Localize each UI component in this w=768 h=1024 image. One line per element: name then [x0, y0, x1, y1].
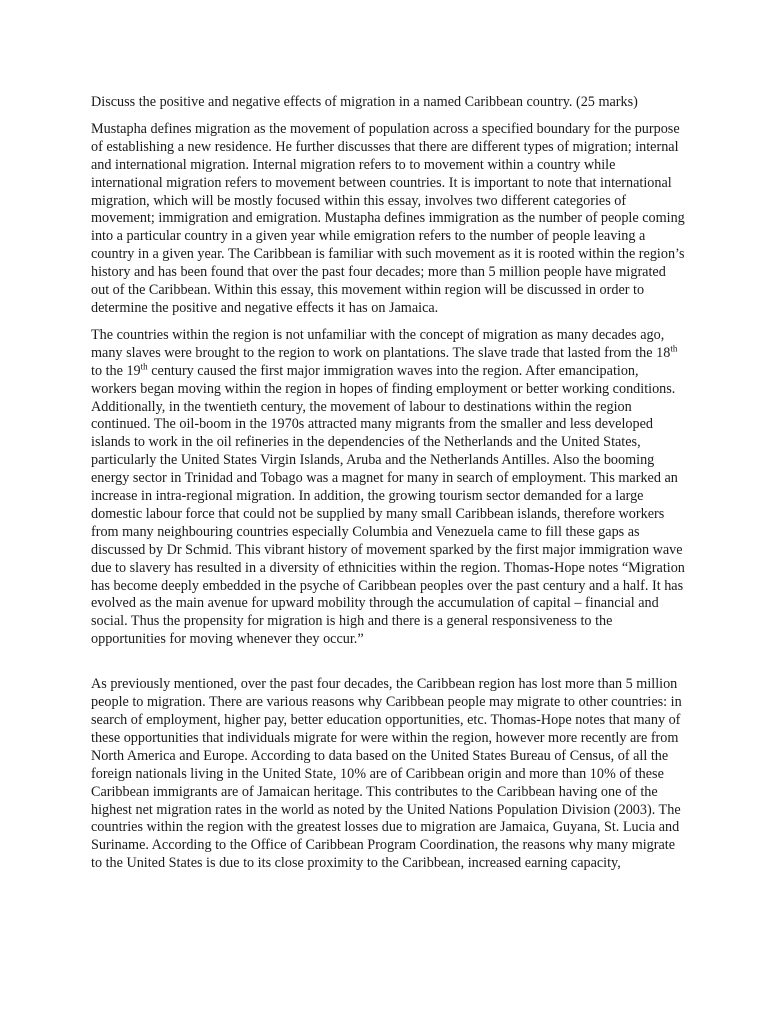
paragraph-3: As previously mentioned, over the past four decades, the Caribbean region has lost more than 5 million people to migration. There are various reasons why Caribbean people may migrate to other countries: in search of employment, higher pay, better education opportunities, etc. Thomas-Hope notes that many of these opportunities that individuals migrate for were within the region, however more recently are from North America and Europe. According to data based on the United States Bureau of Census, of all the foreign nationals living in the United State, 10% are of Caribbean origin and more than 10% of these Caribbean immigrants are of Jamaican heritage. This contributes to the Caribbean having one of the highest net migration rates in the world as noted by the United Nations Population Division (2003). The countries within the region with the greatest losses due to migration are Jamaica, Guyana, St. Lucia and Suriname. According to the Office of Caribbean Program Coordination, the reasons why many migrate to the United States is due to its close proximity to the Caribbean, increased earning capacity, [91, 676, 682, 872]
essay-question: Discuss the positive and negative effects of migration in a named Caribbean country. (25 marks) [91, 94, 638, 110]
superscript-th-1: th [670, 343, 678, 354]
paragraph-2-text-a: The countries within the region is not unfamiliar with the concept of migration as many decades ago, many slaves were brought to the region to work on plantations. The slave trade that lasted from the 18 [91, 326, 671, 361]
paragraph-1: Mustapha defines migration as the movement of population across a specified boundary for the purpose of establishing a new residence. He further discusses that there are different types of migration; internal and international migration. Internal migration refers to to movement within a country while international migration refers to movement between countries. It is important to note that international migration, which will be mostly focused within this essay, involves two different categories of movement; immigration and emigration. Mustapha defines immigration as the number of people coming into a particular country in a given year while emigration refers to the number of people leaving a country in a given year. The Caribbean is familiar with such movement as it is rooted within the region’s history and has been found that over the past four decades; more than 5 million people have migrated out of the Caribbean. Within this essay, this movement within region will be discussed in order to determine the positive and negative effects it has on Jamaica. [91, 120, 685, 316]
document-body [91, 94, 687, 882]
paragraph-2-text-c: century caused the first major immigration waves into the region. After emancipation, workers began moving within the region in hopes of finding employment or better working conditions. Additionally, in the twentieth century, the movement of labour to destinations within the region continued. The oil-boom in the 1970s attracted many migrants from the smaller and less developed islands to work in the oil refineries in the dependencies of the Netherlands and the United States, particularly the United States Virgin Islands, Aruba and the Netherlands Antilles. Also the booming energy sector in Trinidad and Tobago was a magnet for many in search of employment. This marked an increase in intra-regional migration. In addition, the growing tourism sector demanded for a large domestic labour force that could not be supplied by many small Caribbean islands, therefore workers from many neighbouring countries especially Columbia and Venezuela came to fill these gaps as discussed by Dr Schmid. This vibrant history of movement sparked by the first major immigration wave due to slavery has resulted in a diversity of ethnicities within the region. Thomas-Hope notes “Migration has become deeply embedded in the psyche of Caribbean peoples over the past century and a half. It has evolved as the main avenue for upward mobility through the accumulation of capital – financial and social. Thus the propensity for migration is high and there is a general responsiveness to the opportunities for moving whenever they occur.” [91, 362, 685, 648]
superscript-th-2: th [140, 360, 148, 371]
paragraph-2-text-b: to the 19 [91, 362, 141, 379]
paragraph-2 [91, 327, 687, 649]
